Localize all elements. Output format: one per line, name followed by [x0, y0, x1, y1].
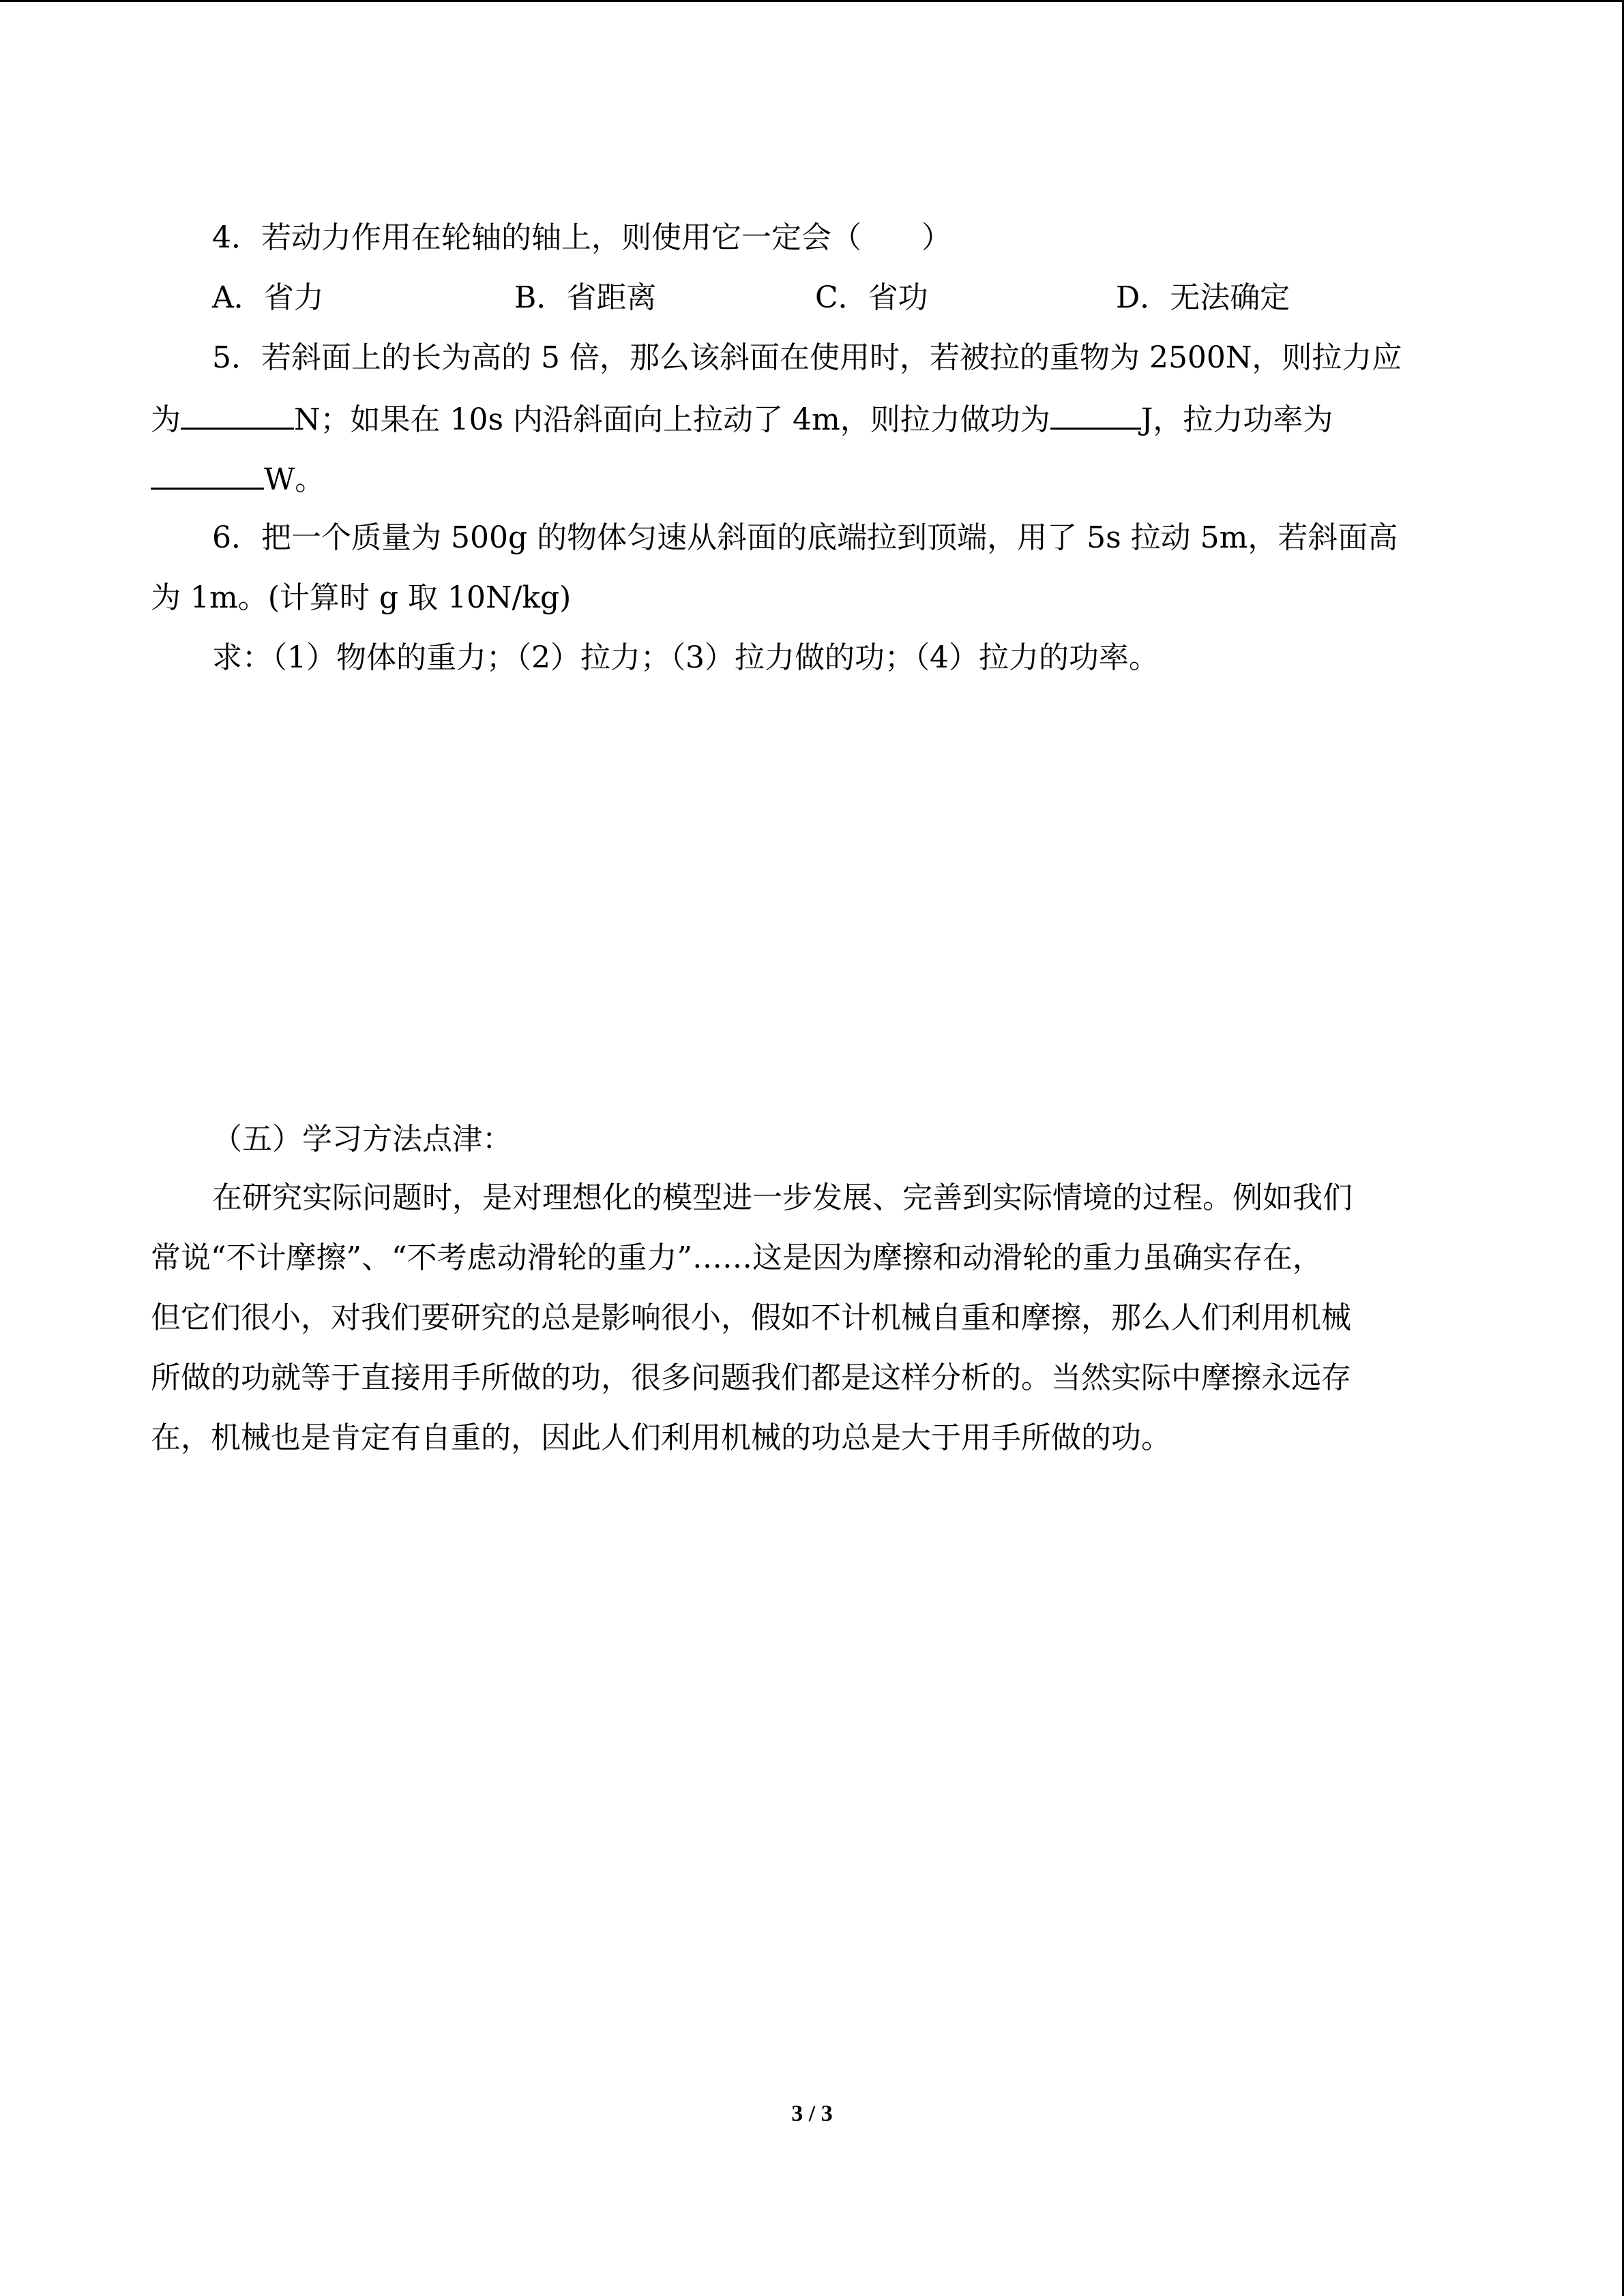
q4-option-b: B．省距离: [514, 280, 657, 315]
q4-option-a: A．省力: [212, 280, 324, 315]
q4-option-c: C．省功: [815, 280, 928, 315]
q6-line-3: 求：（1）物体的重力；（2）拉力；（3）拉力做的功；（4）拉力的功率。: [212, 640, 1159, 675]
q4-stem: 4．若动力作用在轮轴的轴上，则使用它一定会（ ）: [212, 220, 951, 255]
q5-blank-power[interactable]: [151, 458, 264, 490]
q5-blank-force[interactable]: [181, 398, 294, 430]
q6-line-2: 为 1m。(计算时 g 取 10N/kg): [151, 580, 572, 615]
q5-blank-work[interactable]: [1050, 398, 1141, 430]
section5-line-4: 所做的功就等于直接用手所做的功，很多问题我们都是这样分析的。当然实际中摩擦永远存: [151, 1360, 1351, 1395]
section5-line-1: 在研究实际问题时，是对理想化的模型进一步发展、完善到实际情境的过程。例如我们: [212, 1180, 1353, 1215]
q6-line-1: 6．把一个质量为 500g 的物体匀速从斜面的底端拉到顶端，用了 5s 拉动 5m，若斜面高: [212, 520, 1398, 555]
q5-line-2-a: 为: [151, 402, 181, 437]
section5-line-3: 但它们很小，对我们要研究的总是影响很小，假如不计机械自重和摩擦，那么人们利用机械: [151, 1300, 1351, 1335]
q5-line-2-c: J，拉力功率为: [1140, 402, 1333, 437]
q5-line-3: [151, 458, 325, 501]
page-number: 3 / 3: [791, 2101, 833, 2126]
q4-option-d: D．无法确定: [1116, 280, 1290, 315]
section5-heading: （五）学习方法点津：: [212, 1122, 512, 1157]
q5-line-2: [151, 398, 1333, 441]
q5-line-3-a: W。: [264, 462, 325, 497]
q5-line-1: 5．若斜面上的长为高的 5 倍，那么该斜面在使用时，若被拉的重物为 2500N，则拉力应: [212, 340, 1402, 375]
section5-line-5: 在，机械也是肯定有自重的，因此人们利用机械的功总是大于用手所做的功。: [151, 1420, 1171, 1455]
q5-line-2-b: N；如果在 10s 内沿斜面向上拉动了 4m，则拉力做功为: [294, 402, 1050, 437]
section5-line-2: 常说“不计摩擦”、“不考虑动滑轮的重力”……这是因为摩擦和动滑轮的重力虽确实存在，: [151, 1240, 1323, 1275]
